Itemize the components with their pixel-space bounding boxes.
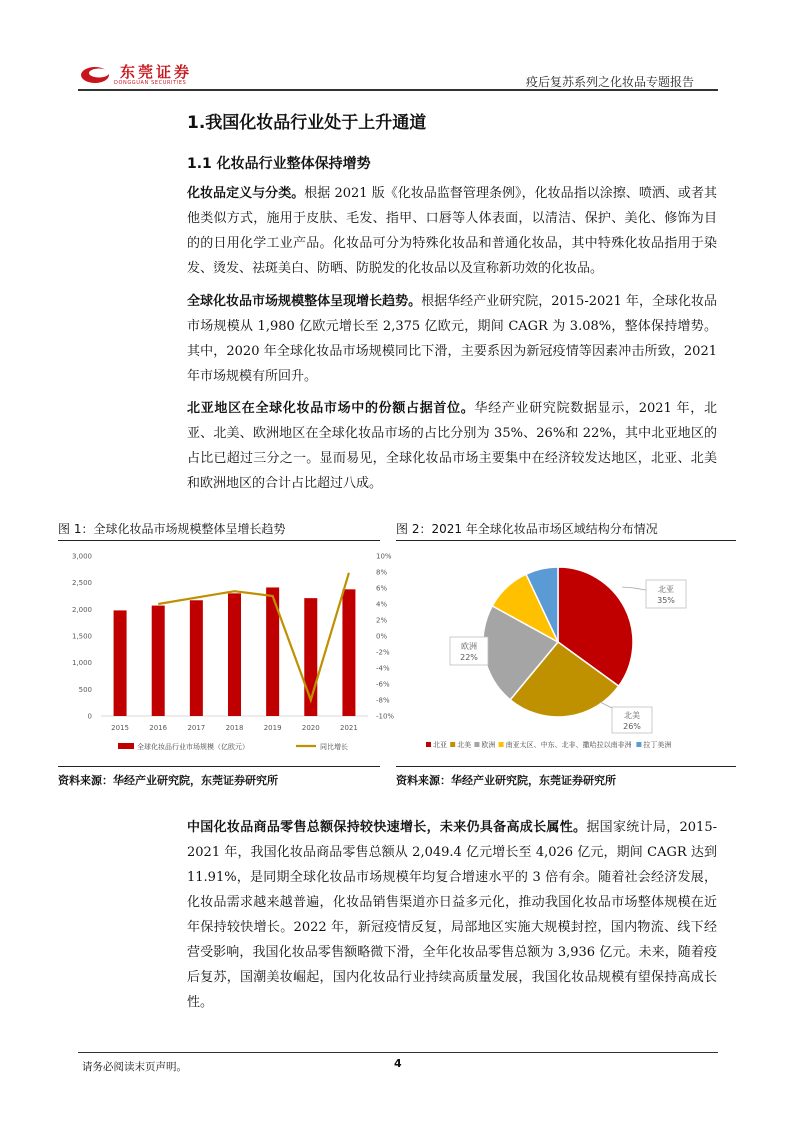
y2-tick-label: -2% (376, 648, 390, 657)
callout-value: 22% (460, 653, 478, 662)
x-axis-labels (111, 724, 358, 732)
paragraph-body: 根据 2021 版《化妆品监督管理条例》，化妆品指以涂擦、喷洒、或者其他类似方式，施用于皮肤、毛发、指甲、口唇等人体表面，以清洁、保护、美化、修饰为目的的日用化学工业产品。化妆品可分为特殊化妆品和普通化妆品，其中特殊化妆品指用于染发、烫发、祛斑美白、防晒、防脱发的化妆品以及宣称新功效的化妆品。 (187, 186, 717, 276)
figure1-title: 图 1：全球化妆品市场规模整体呈增长趋势 (58, 522, 286, 536)
legend-label-bar: 全球化妆品行业市场规模（亿欧元） (137, 743, 249, 751)
y2-tick-label: 8% (376, 568, 388, 577)
y2-tick-label: 10% (376, 552, 392, 561)
callout-leader (622, 587, 646, 590)
figure1-bottom-rule (58, 766, 380, 767)
logo-text: 东莞证券 (120, 62, 193, 81)
callout-value: 26% (623, 722, 641, 731)
legend-label: 北亚 (433, 741, 447, 749)
footer-divider (78, 1052, 718, 1053)
legend-swatch (450, 742, 455, 747)
y2-tick-label: -10% (376, 712, 395, 721)
figure1-top-rule (58, 540, 380, 541)
x-tick-label: 2021 (340, 724, 358, 732)
figure2-title: 图 2：2021 年全球化妆品市场区域结构分布情况 (396, 522, 658, 536)
legend-label: 拉丁美洲 (643, 741, 672, 749)
legend-swatch (474, 742, 479, 747)
callout-label: 欧洲 (461, 642, 477, 651)
callout-label: 北亚 (658, 585, 674, 594)
paragraph-north-asia (187, 396, 717, 496)
legend-swatch (499, 742, 504, 747)
bar-2015 (114, 610, 127, 716)
y-tick-label: 0 (87, 712, 92, 721)
paragraph-lead: 中国化妆品商品零售总额保持较快速增长，未来仍具备高成长属性。 (187, 820, 587, 835)
callout-label: 北美 (624, 711, 640, 720)
legend-label: 欧洲 (481, 741, 496, 749)
x-tick-label: 2019 (263, 724, 282, 732)
growth-line (158, 573, 349, 700)
legend-label: 南亚太区、中东、北非、撒哈拉以南非洲 (505, 741, 632, 749)
x-tick-label: 2015 (111, 724, 129, 732)
figure1-legend (118, 742, 348, 751)
paragraph-body: 据国家统计局，2015-2021 年，我国化妆品商品零售总额从 2,049.4 亿元增长至 4,026 亿元，期间 CAGR 达到 11.91%，是同期全球化妆品市场规模年均复合增速水平的 3 倍有余。随着社会经济发展，化妆品需求越来越普遍，化妆品销售渠道亦日益多元化，推动我国化妆品市场整体规模在近年保持较快增长。2022 年，新冠疫情反复，局部地区实施大规模封控，国内物流、线下经营受影响，我国化妆品零售额略微下滑，全年化妆品零售总额为 3,936 亿元。未来，随着疫后复苏，国潮美妆崛起，国内化妆品行业持续高质量发展，我国化妆品规模有望保持高成长性。 (187, 820, 717, 1010)
page-number: 4 (394, 1057, 402, 1070)
x-tick-label: 2020 (301, 724, 320, 732)
y2-tick-label: 4% (376, 600, 388, 609)
x-tick-label: 2018 (225, 724, 244, 732)
y-tick-label: 500 (78, 685, 92, 694)
figure2-legend (426, 740, 671, 749)
y-axis-left (72, 553, 92, 721)
figure1-source: 资料来源：华经产业研究院，东莞证券研究所 (58, 774, 278, 787)
paragraph-definition (187, 181, 717, 281)
header-divider (78, 89, 718, 91)
y2-tick-label: -6% (376, 680, 390, 689)
logo-swoosh-icon (80, 64, 114, 86)
y-tick-label: 1,000 (71, 659, 92, 668)
legend-swatch (426, 742, 431, 747)
x-tick-label: 2016 (149, 724, 168, 732)
figure2-chart (396, 542, 736, 764)
callout-value: 35% (657, 596, 675, 605)
figure2-bottom-rule (396, 766, 736, 767)
y-tick-label: 3,000 (71, 552, 92, 561)
legend-swatch (636, 742, 641, 747)
y2-tick-label: 0% (376, 632, 388, 641)
y2-tick-label: -4% (376, 664, 390, 673)
y2-tick-label: 6% (376, 584, 388, 593)
paragraph-lead: 化妆品定义与分类。 (187, 186, 305, 201)
section-heading: 1.我国化妆品行业处于上升通道 (187, 113, 427, 133)
bar-2021 (342, 589, 355, 716)
footer-disclaimer: 请务必阅读末页声明。 (82, 1061, 187, 1073)
y-tick-label: 2,000 (71, 605, 92, 614)
bar-series (114, 587, 356, 716)
y-tick-label: 1,500 (71, 632, 92, 641)
paragraph-china-retail (187, 815, 717, 1015)
figure1-chart (58, 542, 395, 764)
subsection-heading: 1.1 化妆品行业整体保持增势 (187, 156, 371, 172)
y2-tick-label: -8% (376, 696, 390, 705)
y-axis-right (376, 553, 394, 721)
paragraph-lead: 北亚地区在全球化妆品市场中的份额占据首位。 (187, 401, 475, 416)
company-logo (80, 60, 240, 90)
legend-swatch-bar (118, 743, 134, 749)
callout-leader (600, 702, 612, 708)
y2-tick-label: 2% (376, 616, 388, 625)
legend-label: 北美 (457, 741, 472, 749)
paragraph-lead: 全球化妆品市场规模整体呈现增长趋势。 (187, 294, 422, 309)
paragraph-global-market (187, 289, 717, 389)
y-tick-label: 2,500 (71, 579, 92, 588)
bar-2018 (228, 593, 241, 716)
bar-2016 (152, 606, 165, 716)
logo-subtext: DONGGUAN SECURITIES (114, 79, 187, 86)
bar-2017 (190, 600, 203, 716)
x-tick-label: 2017 (187, 724, 206, 732)
figure2-top-rule (396, 540, 736, 541)
report-title: 疫后复苏系列之化妆品专题报告 (525, 75, 694, 89)
pie-slices (483, 567, 633, 717)
paragraph-body: 华经产业研究院数据显示，2021 年，北亚、北美、欧洲地区在全球化妆品市场的占比分别为 35%、26%和 22%，其中北亚地区的占比已超过三分之一。显而易见，全球化妆品市场主要集中在经济较发达地区，北亚、北美和欧洲地区的合计占比超过八成。 (187, 401, 717, 491)
figure2-source: 资料来源：华经产业研究院，东莞证券研究所 (396, 774, 616, 787)
paragraph-body: 根据华经产业研究院，2015-2021 年，全球化妆品市场规模从 1,980 亿欧元增长至 2,375 亿欧元，期间 CAGR 为 3.08%，整体保持增势。其中，2020 年全球化妆品市场规模同比下滑，主要系因为新冠疫情等因素冲击所致，2021 年市场规模有所回升。 (187, 294, 717, 384)
legend-label-line: 同比增长 (320, 743, 348, 751)
